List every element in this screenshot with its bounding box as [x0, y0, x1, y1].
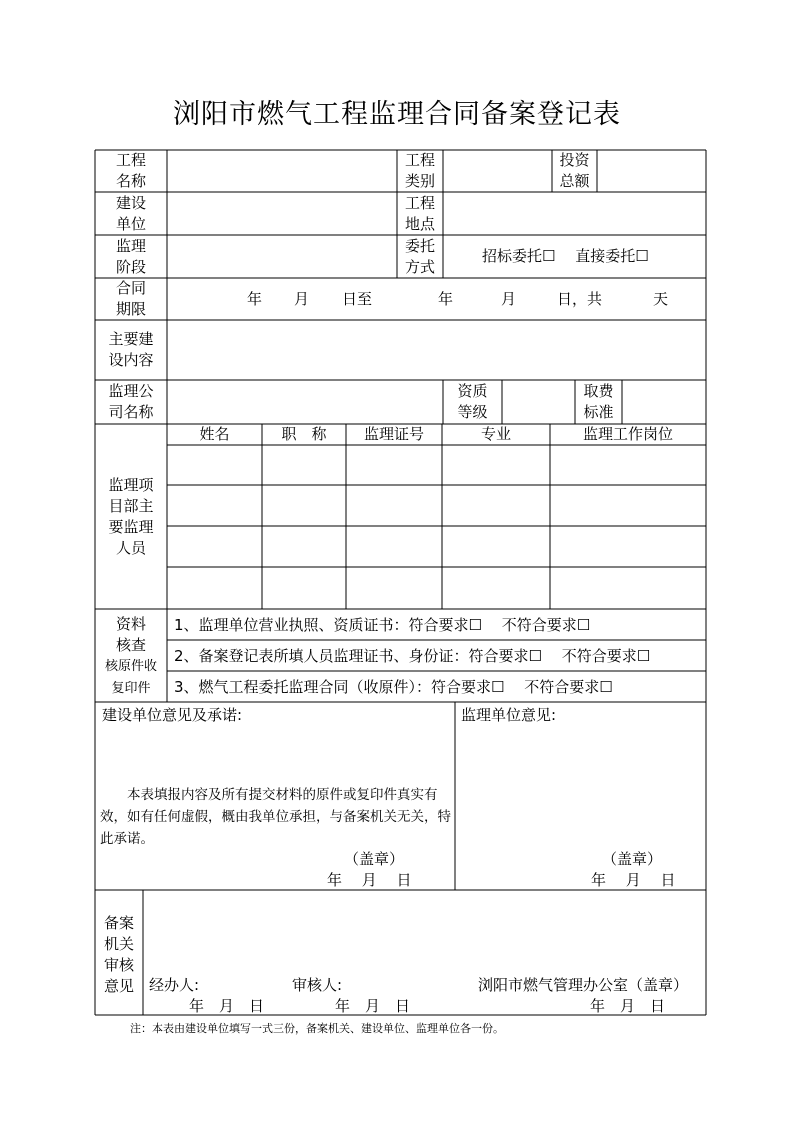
- period-day-1: 日至: [342, 290, 373, 308]
- review-label: 资料 核查: [115, 615, 146, 654]
- period-year-2: 年: [438, 290, 454, 308]
- qualification-label: 资质 等级: [457, 382, 488, 421]
- builder-date: 年 月 日: [327, 871, 412, 889]
- period-year-1: 年: [247, 290, 263, 308]
- builder-seal: （盖章）: [344, 850, 405, 868]
- staff-section-label: 监理项 目部主 要监理 人员: [108, 476, 154, 557]
- period-month-1: 月: [294, 290, 310, 308]
- entrust-label: 委托 方式: [404, 237, 435, 276]
- staff-header-post: 监理工作岗位: [582, 425, 673, 443]
- staff-header-title: 职 称: [281, 425, 327, 443]
- builder-opinion-title: 建设单位意见及承诺:: [102, 706, 243, 724]
- page-title: 浏阳市燃气工程监理合同备案登记表: [173, 99, 621, 130]
- review-sub-label: 核原件收 复印件: [104, 659, 157, 696]
- staff-header-major: 专业: [480, 425, 511, 443]
- filing-label: 备案 机关 审核 意见: [103, 914, 134, 995]
- filing-date-2: 年 月 日: [335, 997, 411, 1015]
- staff-header-name: 姓名: [199, 425, 230, 443]
- stage-label: 监理 阶段: [115, 237, 146, 276]
- staff-header-cert: 监理证号: [363, 425, 424, 443]
- entrust-options: 招标委托☐ 直接委托☐: [482, 247, 649, 265]
- filing-handler: 经办人:: [149, 976, 200, 994]
- footnote: 注：本表由建设单位填写一式三份，备案机关、建设单位、监理单位各一份。: [130, 1022, 504, 1035]
- review-item-3: 3、燃气工程委托监理合同（收原件）：符合要求☐ 不符合要求☐: [174, 678, 613, 696]
- project-type-label: 工程 类别: [404, 151, 435, 190]
- period-label: 合同 期限: [115, 279, 146, 318]
- review-item-1: 1、监理单位营业执照、资质证书：符合要求☐ 不符合要求☐: [174, 616, 591, 634]
- content-label: 主要建 设内容: [108, 330, 154, 369]
- builder-label: 建设 单位: [115, 194, 146, 233]
- company-label: 监理公 司名称: [108, 382, 154, 421]
- period-month-2: 月: [501, 290, 517, 308]
- filing-date-3: 年 月 日: [590, 997, 666, 1015]
- supervisor-date: 年 月 日: [591, 871, 676, 889]
- project-name-label: 工程 名称: [115, 151, 146, 190]
- filing-office: 浏阳市燃气管理办公室（盖章）: [478, 976, 689, 994]
- period-day-2: 日，共: [557, 290, 603, 308]
- filing-date-1: 年 月 日: [189, 997, 265, 1015]
- supervisor-opinion-title: 监理单位意见:: [461, 706, 557, 724]
- review-item-2: 2、备案登记表所填人员监理证书、身份证：符合要求☐ 不符合要求☐: [174, 647, 651, 665]
- site-label: 工程 地点: [404, 194, 435, 233]
- supervisor-seal: （盖章）: [602, 850, 663, 868]
- commitment-text: 本表填报内容及所有提交材料的原件或复印件真实有效，如有任何虚假，概由我单位承担，与备案机关无关，特此承诺。: [100, 787, 451, 847]
- fee-label: 取费 标准: [583, 382, 614, 421]
- investment-label: 投资 总额: [559, 151, 590, 190]
- period-days: 天: [653, 290, 669, 308]
- filing-reviewer: 审核人:: [292, 976, 343, 994]
